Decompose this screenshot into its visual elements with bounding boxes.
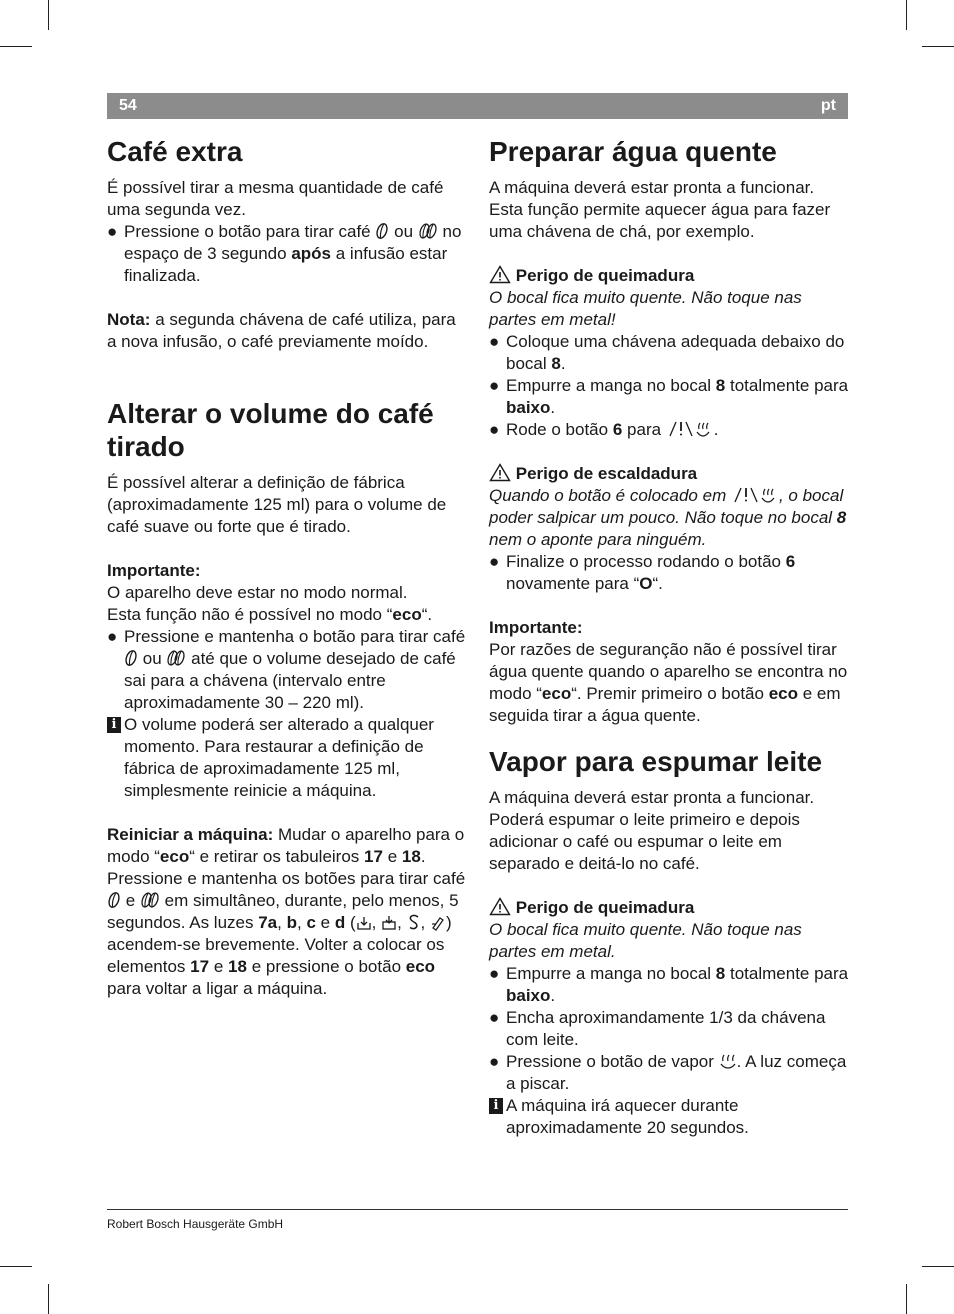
list-item: ● Empurre a manga no bocal 8 totalmente para baixo. <box>489 376 849 417</box>
bullet-icon: ● <box>489 376 500 395</box>
bullet-icon: ● <box>489 420 500 439</box>
right-column <box>489 135 851 1139</box>
tray-icon <box>356 915 372 931</box>
warning-heading: Perigo de escaldadura <box>489 463 851 485</box>
bullet-icon: ● <box>489 964 500 983</box>
crop-mark <box>48 1284 49 1314</box>
info-note: i O volume poderá ser alterado a qualquer momento. Para restaurar a definição de fábrica de aproximadamente 125 ml, simplesmente reinicie a máquina. <box>107 714 469 802</box>
bullet-icon: ● <box>107 627 118 646</box>
info-icon: i <box>489 1098 503 1114</box>
crop-mark <box>48 0 49 30</box>
list-item: ● Pressione o botão para tirar café ou no espaço de 3 segundo após a infusão estar finalizada. <box>107 222 462 285</box>
left-column <box>107 135 469 1000</box>
section-title-agua-quente: Preparar água quente <box>489 136 777 167</box>
footer-divider <box>107 1209 848 1210</box>
list-item: ● Finalize o processo rodando o botão 6 novamente para “O“. <box>489 552 796 593</box>
hot-water-icon <box>666 420 714 438</box>
list-item: ● Empurre a manga no bocal 8 totalmente para baixo. <box>489 964 849 1005</box>
two-beans-icon <box>166 649 186 667</box>
list-item: ● Pressione o botão de vapor . A luz começa a piscar. <box>489 1052 847 1093</box>
importante-text: Por razões de seguranção não é possível tirar água quente quando o aparelho se encontra no modo “eco“. Premir primeiro o botão eco e em seguida tirar a água quente. <box>489 640 848 725</box>
list-item: ● Rode o botão 6 para . <box>489 420 719 439</box>
warning-text: O bocal fica muito quente. Não toque nas partes em metal! <box>489 288 802 329</box>
importante-line: Esta função não é possível no modo “eco“. <box>107 605 433 624</box>
language-code: pt <box>820 97 836 114</box>
two-beans-icon <box>418 222 438 240</box>
importante-label: Importante: <box>107 561 201 580</box>
warning-triangle-icon <box>489 463 511 482</box>
crop-mark <box>0 1266 32 1267</box>
list-item: ● Coloque uma chávena adequada debaixo do bocal 8. <box>489 332 845 373</box>
bullet-icon: ● <box>489 552 500 571</box>
section-title-volume: Alterar o volume do café tirado <box>107 398 434 462</box>
section-title-cafe-extra: Café extra <box>107 136 243 167</box>
bullet-icon: ● <box>489 1008 500 1027</box>
warning-text: O bocal fica muito quente. Não toque nas partes em metal. <box>489 920 802 961</box>
page-number: 54 <box>119 97 137 114</box>
container-icon <box>381 915 397 931</box>
list-item: ● Pressione e mantenha o botão para tirar café ou até que o volume desejado de café sai para a chávena (intervalo entre aproximadamente 30 – 220 ml). <box>107 627 466 712</box>
nota-paragraph: Nota: a segunda chávena de café utiliza, para a nova infusão, o café previamente moído. <box>107 310 456 351</box>
section-title-vapor: Vapor para espumar leite <box>489 746 823 777</box>
clean-icon <box>430 915 446 931</box>
bullet-icon: ● <box>489 1052 500 1071</box>
crop-mark <box>922 1266 954 1267</box>
page-header-bar <box>107 93 848 119</box>
warning-triangle-icon <box>489 897 511 916</box>
cafe-extra-intro: É possível tirar a mesma quantidade de café uma segunda vez. <box>107 178 444 219</box>
list-item: ● Encha aproximandamente 1/3 da chávena com leite. <box>489 1008 826 1049</box>
importante-label: Importante: <box>489 618 583 637</box>
volume-intro: É possível alterar a definição de fábrica (aproximadamente 125 ml) para o volume de café suave ou forte que é tirado. <box>107 473 447 536</box>
info-icon: i <box>107 717 121 733</box>
info-note: i A máquina irá aquecer durante aproximadamente 20 segundos. <box>489 1095 851 1139</box>
descale-icon <box>407 913 421 931</box>
warning-triangle-icon <box>489 265 511 284</box>
steam-icon <box>719 1052 737 1070</box>
one-bean-icon <box>375 222 389 240</box>
bullet-icon: ● <box>107 222 118 241</box>
one-bean-icon <box>107 891 121 909</box>
footer-company: Robert Bosch Hausgeräte GmbH <box>107 1217 284 1231</box>
warning-heading: Perigo de queimadura <box>489 897 851 919</box>
crop-mark <box>0 46 32 47</box>
warning-text: Quando o botão é colocado em , o bocal poder salpicar um pouco. Não toque no bocal 8 nem o aponte para ninguém. <box>489 486 847 549</box>
two-beans-icon <box>140 891 160 909</box>
hot-water-icon <box>731 486 779 504</box>
crop-mark <box>906 1284 907 1314</box>
crop-mark <box>922 46 954 47</box>
importante-line: O aparelho deve estar no modo normal. <box>107 583 408 602</box>
vapor-intro: A máquina deverá estar pronta a funcionar. Poderá espumar o leite primeiro e depois adicionar o café ou espumar o leite em separado e deitá-lo no café. <box>489 788 815 873</box>
crop-mark <box>906 0 907 30</box>
agua-intro: A máquina deverá estar pronta a funcionar. Esta função permite aquecer água para fazer uma chávena de chá, por exemplo. <box>489 178 831 241</box>
reset-paragraph: Reiniciar a máquina: Mudar o aparelho para o modo “eco“ e retirar os tabuleiros 17 e 18. Pressione e mantenha os botões para tirar café e em simultâneo, durante, pelo menos, 5 segundos. As luzes 7a, b, c e d ( , , , ) acendem-se brevemente. Volter a colocar os elementos 17 e 18 e pressione o botão eco para voltar a ligar a máquina. <box>107 825 466 998</box>
one-bean-icon <box>124 649 138 667</box>
warning-heading: Perigo de queimadura <box>489 265 851 287</box>
bullet-icon: ● <box>489 332 500 351</box>
